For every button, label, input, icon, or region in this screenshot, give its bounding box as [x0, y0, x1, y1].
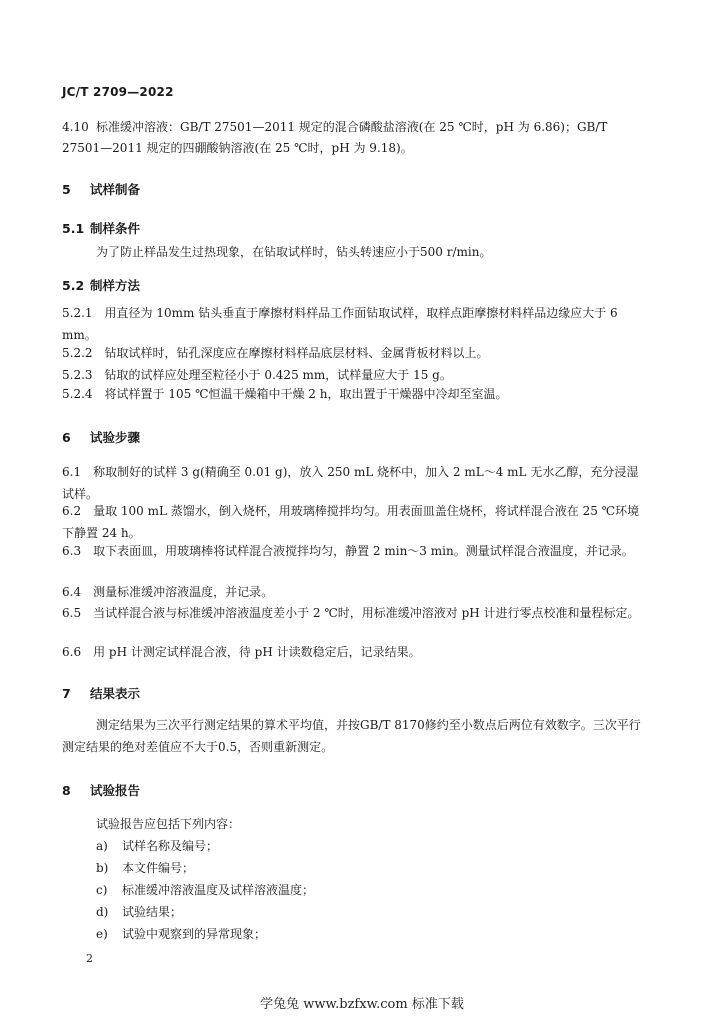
section-heading: [62, 276, 140, 294]
section-heading: [62, 219, 140, 237]
list-item: [96, 835, 314, 857]
list-marker: a): [96, 839, 108, 853]
list-item: [96, 901, 314, 923]
list-marker: d): [96, 905, 109, 919]
paragraph: 5.2.4 将试样置于 105 ℃恒温干燥箱中干燥 2 h，取出置于干燥器中冷却至室温。: [62, 387, 508, 401]
paragraph: 6.3 取下表面皿，用玻璃棒将试样混合液搅拌均匀，静置 2 min～3 min。测量试样混合液温度，并记录。: [62, 544, 634, 558]
section-heading: [62, 781, 140, 799]
section-number: 5.2: [62, 278, 85, 293]
list-item-text: 试验中观察到的异常现象；: [122, 927, 267, 941]
paragraph: 5.2.2 钻取试样时，钻孔深度应在摩擦材料样品底层材料、金属背板材料以上。: [62, 346, 489, 360]
clause-number: 4.10: [62, 120, 89, 134]
paragraph: 6.6 用 pH 计测定试样混合液，待 pH 计读数稳定后，记录结果。: [62, 645, 421, 659]
paragraph: 6.1 称取制好的试样 3 g(精确至 0.01 g)，放入 250 mL 烧杯中，加入 2 mL～4 mL 无水乙醇，充分浸湿试样。: [62, 465, 639, 501]
page-number: 2: [86, 952, 93, 965]
list-marker: b): [96, 861, 109, 875]
list-item-text: 试样名称及编号；: [122, 839, 219, 853]
paragraph: 5.2.3 钻取的试样应处理至粒径小于 0.425 mm，试样量应大于 15 g。: [62, 368, 452, 382]
section-title: 制样条件: [90, 221, 141, 236]
section-number: 7: [62, 686, 71, 701]
paragraph: 6.2 量取 100 mL 蒸馏水，倒入烧杯，用玻璃棒搅拌均匀。用表面皿盖住烧杯，将试样混合液在 25 ℃环境下静置 24 h。: [62, 504, 640, 540]
section-number: 6: [62, 430, 71, 445]
section-title: 试样制备: [90, 182, 141, 197]
list-item: [96, 923, 314, 945]
paragraph: 6.4 测量标准缓冲溶液温度，并记录。: [62, 585, 274, 599]
list-item-text: 标准缓冲溶液温度及试样溶液温度；: [122, 883, 315, 897]
paragraph: 6.5 当试样混合液与标准缓冲溶液温度差小于 2 ℃时，用标准缓冲溶液对 pH 计进行零点校准和量程标定。: [62, 606, 640, 620]
list-marker: c): [96, 883, 108, 897]
clause-text: 标准缓冲溶液：GB/T 27501—2011 规定的混合磷酸盐溶液(在 25 ℃时，pH 为 6.86)；GB/T 27501—2011 规定的四硼酸钠溶液(在 25 ℃时，pH 为 9.18)。: [62, 120, 608, 155]
paragraph: 试验报告应包括下列内容：: [96, 817, 241, 831]
section-number: 5: [62, 182, 71, 197]
section-number: 8: [62, 783, 71, 798]
section-title: 制样方法: [90, 278, 141, 293]
list-item: [96, 857, 314, 879]
section-heading: [62, 428, 140, 446]
list-item-text: 本文件编号；: [122, 861, 195, 875]
paragraph: 5.2.1 用直径为 10mm 钻头垂直于摩擦材料样品工作面钻取试样，取样点距摩擦材料样品边缘应大于 6 mm。: [62, 306, 618, 342]
section-title: 结果表示: [90, 686, 141, 701]
paragraph: 测定结果为三次平行测定结果的算术平均值，并按GB/T 8170修约至小数点后两位有效数字。三次平行测定结果的绝对差值应不大于0.5，否则重新测定。: [62, 718, 641, 754]
section-title: 试验报告: [90, 783, 141, 798]
list-marker: e): [96, 927, 108, 941]
clause-4-10: [62, 117, 646, 159]
paragraph: 为了防止样品发生过热现象，在钻取试样时，钻头转速应小于500 r/min。: [96, 245, 492, 259]
section-heading: [62, 684, 140, 702]
footer-watermark: 学兔兔 www.bzfxw.com 标准下载: [260, 997, 464, 1012]
report-list: [96, 835, 314, 945]
list-item-text: 试验结果；: [122, 905, 183, 919]
document-code: JC/T 2709—2022: [62, 85, 174, 99]
section-heading: [62, 180, 140, 198]
section-title: 试验步骤: [90, 430, 141, 445]
section-number: 5.1: [62, 221, 85, 236]
list-item: [96, 879, 314, 901]
